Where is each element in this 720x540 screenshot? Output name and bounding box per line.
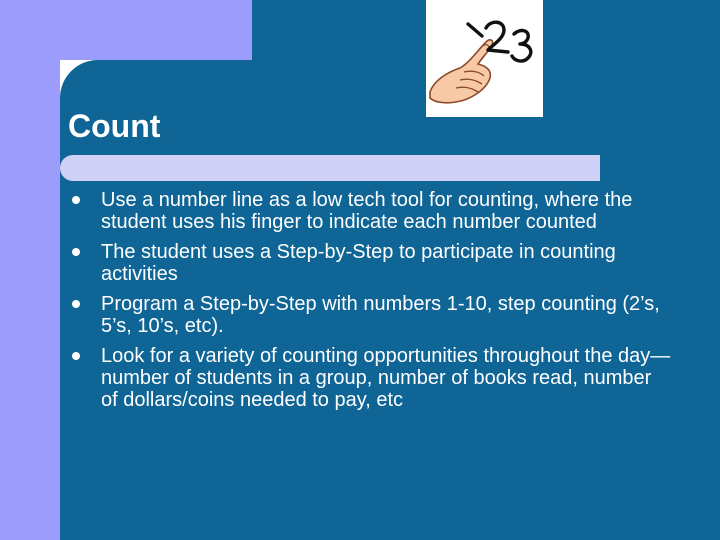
top-accent-block xyxy=(60,0,252,60)
counting-finger-123-icon xyxy=(426,0,543,117)
bullet-item xyxy=(72,189,672,233)
bullet-item xyxy=(72,293,672,337)
bullet-dot-icon xyxy=(72,248,80,256)
counting-picture xyxy=(426,0,543,117)
bullet-text: The student uses a Step-by-Step to participate in counting activities xyxy=(101,241,616,285)
bullet-list xyxy=(72,189,672,419)
bullet-dot-icon xyxy=(72,196,80,204)
bullet-text: Look for a variety of counting opportunities throughout the day—number of students in a group, number of books read, number of dollars/coins needed to pay, etc xyxy=(101,345,671,411)
bullet-item xyxy=(72,241,672,285)
title-divider-bar xyxy=(60,155,600,181)
bullet-dot-icon xyxy=(72,300,80,308)
bullet-text: Use a number line as a low tech tool for counting, where the student uses his finger to indicate each number counted xyxy=(101,189,633,233)
slide-title: Count xyxy=(68,108,161,144)
bullet-text: Program a Step-by-Step with numbers 1-10, step counting (2’s, 5’s, 10’s, etc). xyxy=(101,293,660,337)
bullet-item xyxy=(72,345,672,411)
left-accent-strip xyxy=(0,0,60,540)
bullet-dot-icon xyxy=(72,352,80,360)
